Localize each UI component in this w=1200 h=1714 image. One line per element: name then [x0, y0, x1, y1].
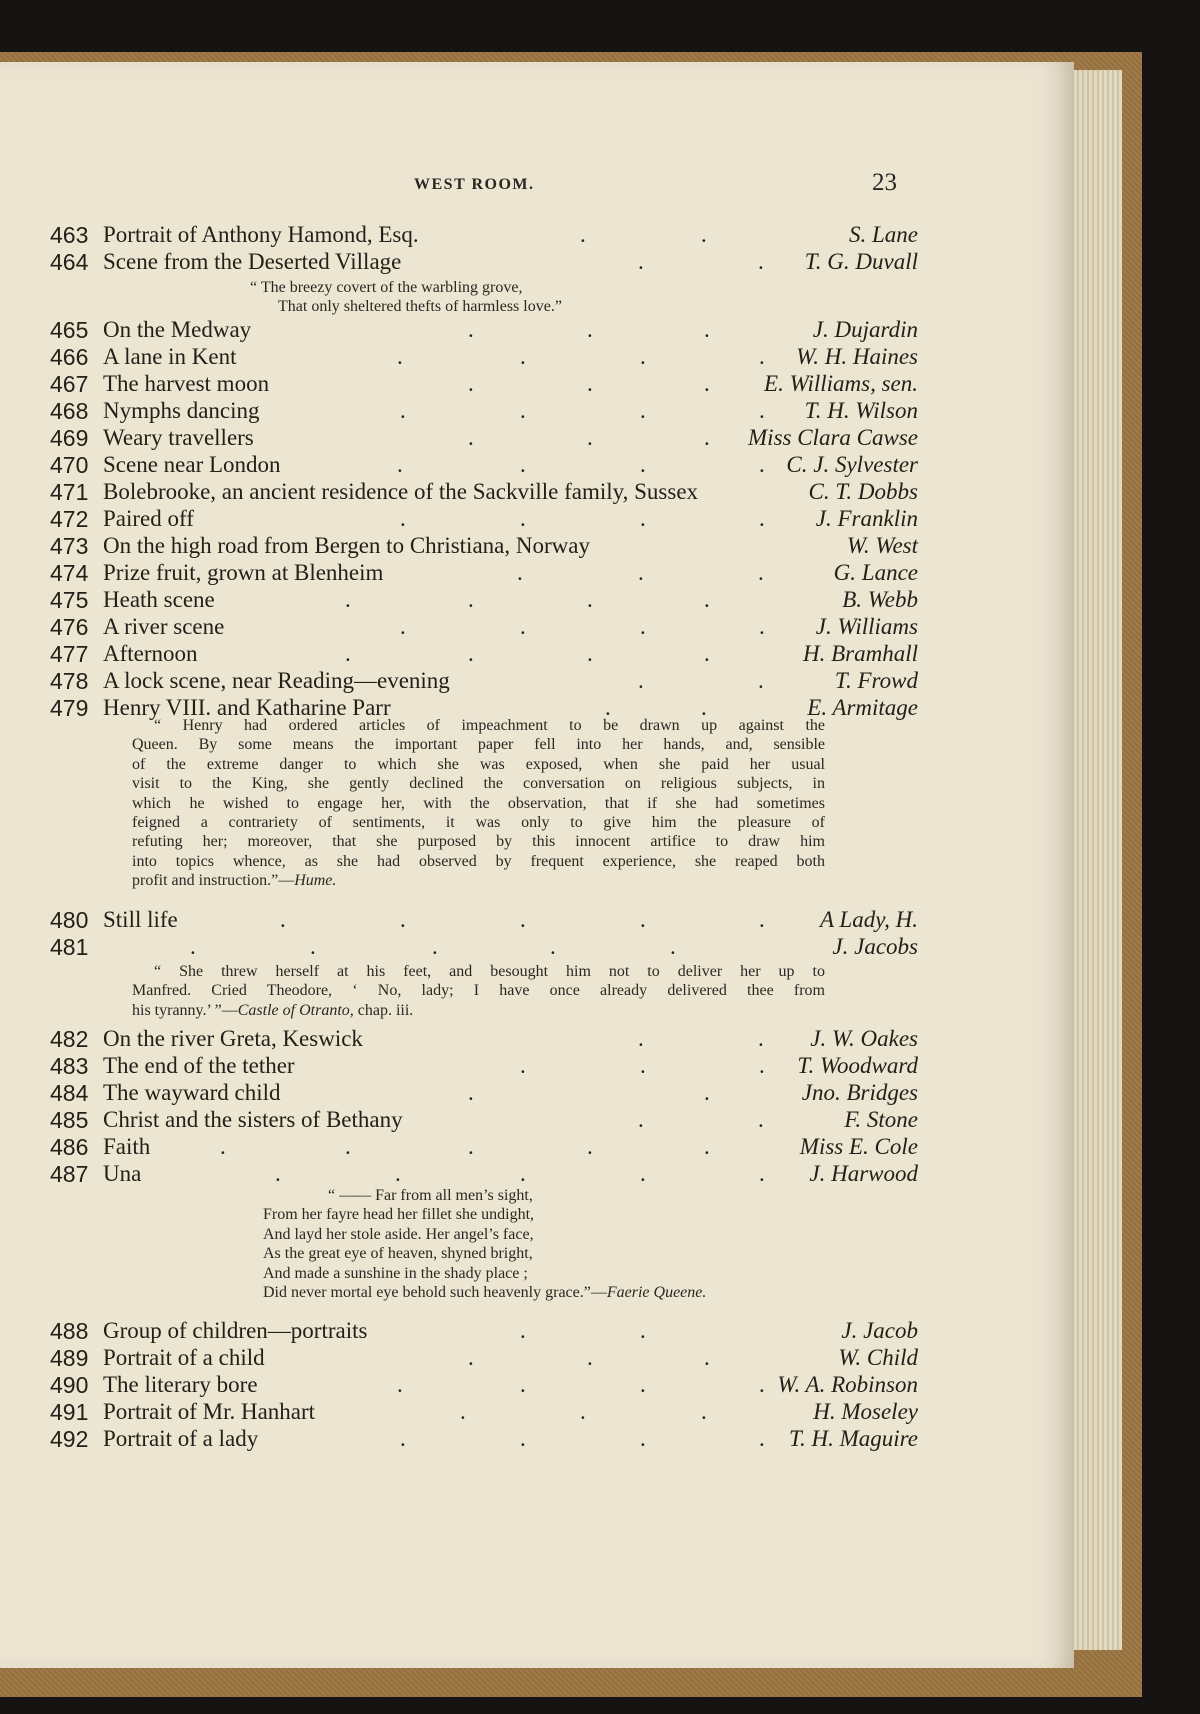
entry-number: 479 — [50, 695, 89, 721]
leader-dot: . — [468, 425, 474, 450]
entry-number: 475 — [50, 587, 89, 613]
quote-text: Did never mortal eye behold such heavenly grace.”— — [263, 1284, 607, 1302]
quote-text: chap. iii. — [353, 1001, 414, 1019]
leader-dot: . — [704, 425, 710, 450]
leader-dot: . — [397, 344, 403, 369]
entry-title: Heath scene — [103, 587, 215, 612]
catalogue-entry — [50, 641, 918, 668]
leader-dot: . — [640, 1372, 646, 1397]
entry-title: The harvest moon — [103, 371, 270, 396]
quote-line — [132, 1001, 825, 1020]
entry-number: 470 — [50, 452, 89, 478]
leader-dot: . — [638, 249, 644, 274]
quote-line: which he wished to engage her, with the observation, that if she had sometimes — [132, 794, 825, 812]
leader-dot: . — [587, 641, 593, 666]
entry-number: 490 — [50, 1372, 89, 1398]
entry-number: 492 — [50, 1426, 89, 1452]
entry-title: Portrait of Mr. Hanhart — [103, 1399, 316, 1424]
leader-dots — [50, 934, 918, 961]
leader-dot: . — [468, 1134, 474, 1159]
catalogue-entry — [50, 1161, 918, 1188]
leader-dot: . — [587, 371, 593, 396]
leader-dot: . — [517, 560, 523, 585]
leader-dot: . — [640, 1426, 646, 1451]
catalogue-entry — [50, 1134, 918, 1161]
entry-artist: W. Child — [838, 1345, 918, 1370]
leader-dot: . — [670, 934, 676, 959]
entry-title: A river scene — [103, 614, 225, 639]
leader-dot: . — [550, 934, 556, 959]
leader-dot: . — [397, 1372, 403, 1397]
leader-dot: . — [759, 452, 765, 477]
entry-artist: C. J. Sylvester — [786, 452, 918, 477]
leader-dot: . — [704, 641, 710, 666]
leader-dot: . — [468, 1345, 474, 1370]
leader-dot: . — [640, 614, 646, 639]
leader-dot: . — [580, 222, 586, 247]
entry-number: 487 — [50, 1161, 89, 1187]
quote-464 — [250, 278, 562, 317]
entry-title: Faith — [103, 1134, 151, 1159]
leader-dot: . — [520, 1161, 526, 1186]
entry-artist: Miss E. Cole — [799, 1134, 918, 1159]
leader-dot: . — [640, 907, 646, 932]
leader-dot: . — [468, 317, 474, 342]
entry-artist: F. Stone — [844, 1107, 918, 1132]
entry-title: The wayward child — [103, 1080, 281, 1105]
leader-dot: . — [587, 587, 593, 612]
leader-dot: . — [759, 1161, 765, 1186]
entry-title: A lock scene, near Reading—evening — [103, 668, 450, 693]
entry-title: Henry VIII. and Katharine Parr — [103, 695, 391, 720]
leader-dot: . — [638, 668, 644, 693]
catalogue-entry — [50, 587, 918, 614]
catalogue-entry — [50, 222, 918, 249]
quote-line: From her fayre head her fillet she undight, — [263, 1206, 535, 1224]
quote-479 — [132, 716, 825, 891]
entry-number: 472 — [50, 506, 89, 532]
entry-title: A lane in Kent — [103, 344, 237, 369]
entry-number: 476 — [50, 614, 89, 640]
quote-line: And layd her stole aside. Her angel’s face, — [263, 1225, 534, 1243]
leader-dot: . — [520, 1053, 526, 1078]
page-number: 23 — [872, 169, 897, 196]
leader-dot: . — [345, 641, 351, 666]
leader-dot: . — [640, 452, 646, 477]
entry-title: On the river Greta, Keswick — [103, 1026, 363, 1051]
entry-title: Christ and the sisters of Bethany — [103, 1107, 403, 1132]
catalogue-entry — [50, 934, 918, 961]
entry-artist: H. Moseley — [813, 1399, 918, 1424]
leader-dot: . — [520, 398, 526, 423]
leader-dot: . — [400, 506, 406, 531]
quote-line: visit to the King, she gently declined the conversation on religious subjects, in — [132, 775, 825, 793]
leader-dot: . — [468, 1080, 474, 1105]
leader-dot: . — [432, 934, 438, 959]
quote-line: That only sheltered thefts of harmless love.” — [278, 298, 562, 316]
leader-dots — [50, 1161, 918, 1188]
quote-line — [263, 1283, 706, 1302]
entry-artist: Miss Clara Cawse — [748, 425, 918, 450]
leader-dot: . — [520, 1426, 526, 1451]
quote-line: As the great eye of heaven, shyned bright, — [263, 1245, 533, 1263]
entry-number: 488 — [50, 1318, 89, 1344]
entry-artist: G. Lance — [833, 560, 918, 585]
leader-dot: . — [640, 506, 646, 531]
leader-dot: . — [520, 614, 526, 639]
quote-line: “ The breezy covert of the warbling grove, — [250, 279, 523, 296]
entry-title: Still life — [103, 907, 178, 932]
entry-title: The literary bore — [103, 1372, 258, 1397]
entry-artist: E. Armitage — [807, 695, 918, 720]
leader-dot: . — [587, 425, 593, 450]
entry-artist: H. Bramhall — [803, 641, 918, 666]
leader-dot: . — [759, 1372, 765, 1397]
catalogue-entry — [50, 452, 918, 479]
leader-dot: . — [280, 907, 286, 932]
quote-481 — [132, 962, 825, 1020]
entry-artist: J. Dujardin — [812, 317, 918, 342]
entry-artist: E. Williams, sen. — [764, 371, 918, 396]
entry-number: 464 — [50, 249, 89, 275]
leader-dot: . — [640, 344, 646, 369]
leader-dot: . — [759, 907, 765, 932]
leader-dot: . — [704, 317, 710, 342]
quote-line: of the extreme danger to which she was exposed, when she paid her usual — [132, 755, 825, 773]
entry-number: 480 — [50, 907, 89, 933]
entry-artist: T. G. Duvall — [804, 249, 918, 274]
entry-number: 468 — [50, 398, 89, 424]
entry-artist: J. Franklin — [815, 506, 918, 531]
leader-dot: . — [758, 249, 764, 274]
entry-title: Group of children—portraits — [103, 1318, 368, 1343]
leader-dot: . — [587, 317, 593, 342]
catalogue-entry — [50, 249, 918, 276]
leader-dot: . — [701, 222, 707, 247]
leader-dot: . — [520, 506, 526, 531]
leader-dot: . — [345, 587, 351, 612]
entry-artist: B. Webb — [842, 587, 918, 612]
catalogue-entry — [50, 398, 918, 425]
leader-dot: . — [400, 1426, 406, 1451]
entry-title: On the high road from Bergen to Christiana, Norway — [103, 533, 590, 558]
quote-line: “ Henry had ordered articles of impeachment to be drawn up against the — [154, 717, 825, 734]
entry-number: 463 — [50, 222, 89, 248]
entry-artist: S. Lane — [849, 222, 918, 247]
entry-number: 489 — [50, 1345, 89, 1371]
leader-dot: . — [587, 1345, 593, 1370]
leader-dot: . — [345, 1134, 351, 1159]
catalogue-entry — [50, 533, 918, 560]
leader-dot: . — [759, 344, 765, 369]
leader-dot: . — [520, 1318, 526, 1343]
catalogue-entry — [50, 560, 918, 587]
leader-dot: . — [704, 1345, 710, 1370]
catalogue-entry — [50, 1026, 918, 1053]
leader-dot: . — [638, 1026, 644, 1051]
quote-line: refuting her; moreover, that she purposed by this innocent artifice to draw him — [132, 833, 825, 851]
catalogue-entry — [50, 1426, 918, 1453]
entry-title: Weary travellers — [103, 425, 254, 450]
quote-487 — [263, 1186, 706, 1302]
entry-number: 477 — [50, 641, 89, 667]
catalogue-entry — [50, 1053, 918, 1080]
entry-title: Portrait of a lady — [103, 1426, 259, 1451]
entry-title: Afternoon — [103, 641, 198, 666]
leader-dot: . — [759, 614, 765, 639]
entry-title: Nymphs dancing — [103, 398, 260, 423]
quote-source: Faerie Queene. — [606, 1284, 707, 1302]
leader-dot: . — [704, 1134, 710, 1159]
leader-dot: . — [468, 371, 474, 396]
entry-number: 466 — [50, 344, 89, 370]
leader-dot: . — [640, 1318, 646, 1343]
leader-dot: . — [701, 1399, 707, 1424]
leader-dot: . — [704, 1080, 710, 1105]
entry-title: On the Medway — [103, 317, 252, 342]
entry-number: 484 — [50, 1080, 89, 1106]
entry-artist: Jno. Bridges — [801, 1080, 918, 1105]
catalogue-entry — [50, 1107, 918, 1134]
leader-dot: . — [220, 1134, 226, 1159]
leader-dot: . — [460, 1399, 466, 1424]
leader-dot: . — [400, 907, 406, 932]
running-head: WEST ROOM. — [414, 176, 535, 193]
leader-dot: . — [587, 1134, 593, 1159]
leader-dot: . — [397, 452, 403, 477]
quote-source: Castle of Otranto, — [237, 1001, 354, 1019]
catalogue-entry — [50, 614, 918, 641]
quote-line: Queen. By some means the important paper fell into her hands, and, sensible — [132, 736, 825, 754]
entry-title: The end of the tether — [103, 1053, 295, 1078]
leader-dot: . — [395, 1161, 401, 1186]
catalogue-entry — [50, 371, 918, 398]
quote-line: Manfred. Cried Theodore, ‘ No, lady; I have once already delivered thee from — [132, 982, 825, 1000]
entry-title: Portrait of Anthony Hamond, Esq. — [103, 222, 419, 247]
leader-dot: . — [468, 587, 474, 612]
leader-dot: . — [640, 1161, 646, 1186]
leader-dot: . — [638, 1107, 644, 1132]
page-edges — [1074, 70, 1122, 1650]
entry-title: Scene from the Deserted Village — [103, 249, 402, 274]
leader-dots — [50, 1134, 918, 1161]
leader-dot: . — [704, 587, 710, 612]
catalogue-entry — [50, 317, 918, 344]
quote-line: into topics whence, as she had observed by frequent experience, she reaped both — [132, 852, 825, 870]
entry-number: 483 — [50, 1053, 89, 1079]
entry-number: 471 — [50, 479, 89, 505]
entry-number: 481 — [50, 934, 89, 960]
catalogue-entry — [50, 1399, 918, 1426]
leader-dot: . — [605, 695, 611, 720]
entry-title: Prize fruit, grown at Blenheim — [103, 560, 384, 585]
leader-dot: . — [758, 560, 764, 585]
entry-number: 473 — [50, 533, 89, 559]
entry-number: 467 — [50, 371, 89, 397]
entry-artist: W. A. Robinson — [777, 1372, 918, 1397]
entry-number: 469 — [50, 425, 89, 451]
entry-artist: T. Woodward — [797, 1053, 918, 1078]
leader-dot: . — [520, 907, 526, 932]
leader-dot: . — [759, 1053, 765, 1078]
leader-dot: . — [640, 1053, 646, 1078]
entry-number: 474 — [50, 560, 89, 586]
entry-number: 482 — [50, 1026, 89, 1052]
entry-number: 485 — [50, 1107, 89, 1133]
entry-artist: J. Jacob — [841, 1318, 918, 1343]
catalogue-entry — [50, 479, 918, 506]
entry-artist: T. H. Maguire — [788, 1426, 918, 1451]
catalogue-entry — [50, 425, 918, 452]
quote-line: “ She threw herself at his feet, and besought him not to deliver her up to — [154, 963, 825, 980]
leader-dot: . — [759, 1426, 765, 1451]
leader-dot: . — [701, 695, 707, 720]
entry-title: Portrait of a child — [103, 1345, 265, 1370]
quote-text: profit and instruction.”— — [132, 872, 295, 890]
leader-dot: . — [758, 1107, 764, 1132]
leader-dots — [50, 907, 918, 934]
entry-title: Una — [103, 1161, 142, 1186]
leader-dot: . — [400, 614, 406, 639]
entry-number: 491 — [50, 1399, 89, 1425]
quote-line — [132, 871, 825, 890]
entry-artist: J. Williams — [815, 614, 918, 639]
leader-dot: . — [759, 398, 765, 423]
catalogue-entry — [50, 668, 918, 695]
entry-title: Paired off — [103, 506, 194, 531]
leader-dot: . — [400, 398, 406, 423]
quote-text: his tyranny.’ ”— — [132, 1001, 238, 1019]
entry-artist: J. Jacobs — [832, 934, 918, 959]
catalogue-entry — [50, 1372, 918, 1399]
quote-line: “ —— Far from all men’s sight, — [328, 1187, 533, 1204]
catalogue-entry — [50, 1345, 918, 1372]
leader-dot: . — [759, 506, 765, 531]
leader-dot: . — [704, 371, 710, 396]
quote-line: And made a sunshine in the shady place ; — [263, 1264, 528, 1282]
entry-artist: W. West — [846, 533, 918, 558]
catalogue-entry — [50, 344, 918, 371]
quote-line: feigned a contrariety of sentiments, it was only to give him the pleasure of — [132, 814, 825, 832]
entry-title: Scene near London — [103, 452, 281, 477]
entry-artist: A Lady, H. — [820, 907, 918, 932]
catalogue-entry — [50, 1318, 918, 1345]
leader-dot: . — [310, 934, 316, 959]
entry-number: 478 — [50, 668, 89, 694]
leader-dot: . — [520, 344, 526, 369]
entry-artist: J. Harwood — [809, 1161, 918, 1186]
leader-dot: . — [638, 560, 644, 585]
entry-artist: C. T. Dobbs — [808, 479, 918, 504]
leader-dot: . — [190, 934, 196, 959]
entry-artist: T. Frowd — [834, 668, 918, 693]
entry-artist: J. W. Oakes — [810, 1026, 918, 1051]
catalogue-entry — [50, 1080, 918, 1107]
entry-title: Bolebrooke, an ancient residence of the Sackville family, Sussex — [103, 479, 699, 504]
leader-dot: . — [580, 1399, 586, 1424]
leader-dot: . — [520, 452, 526, 477]
leader-dot: . — [640, 398, 646, 423]
entry-artist: W. H. Haines — [796, 344, 918, 369]
leader-dot: . — [468, 641, 474, 666]
entry-artist: T. H. Wilson — [804, 398, 918, 423]
leader-dot: . — [758, 668, 764, 693]
entry-number: 486 — [50, 1134, 89, 1160]
quote-source: Hume. — [294, 872, 337, 890]
leader-dot: . — [275, 1161, 281, 1186]
catalogue-entry — [50, 907, 918, 934]
entry-number: 465 — [50, 317, 89, 343]
catalogue-entry — [50, 506, 918, 533]
leader-dot: . — [758, 1026, 764, 1051]
leader-dot: . — [520, 1372, 526, 1397]
